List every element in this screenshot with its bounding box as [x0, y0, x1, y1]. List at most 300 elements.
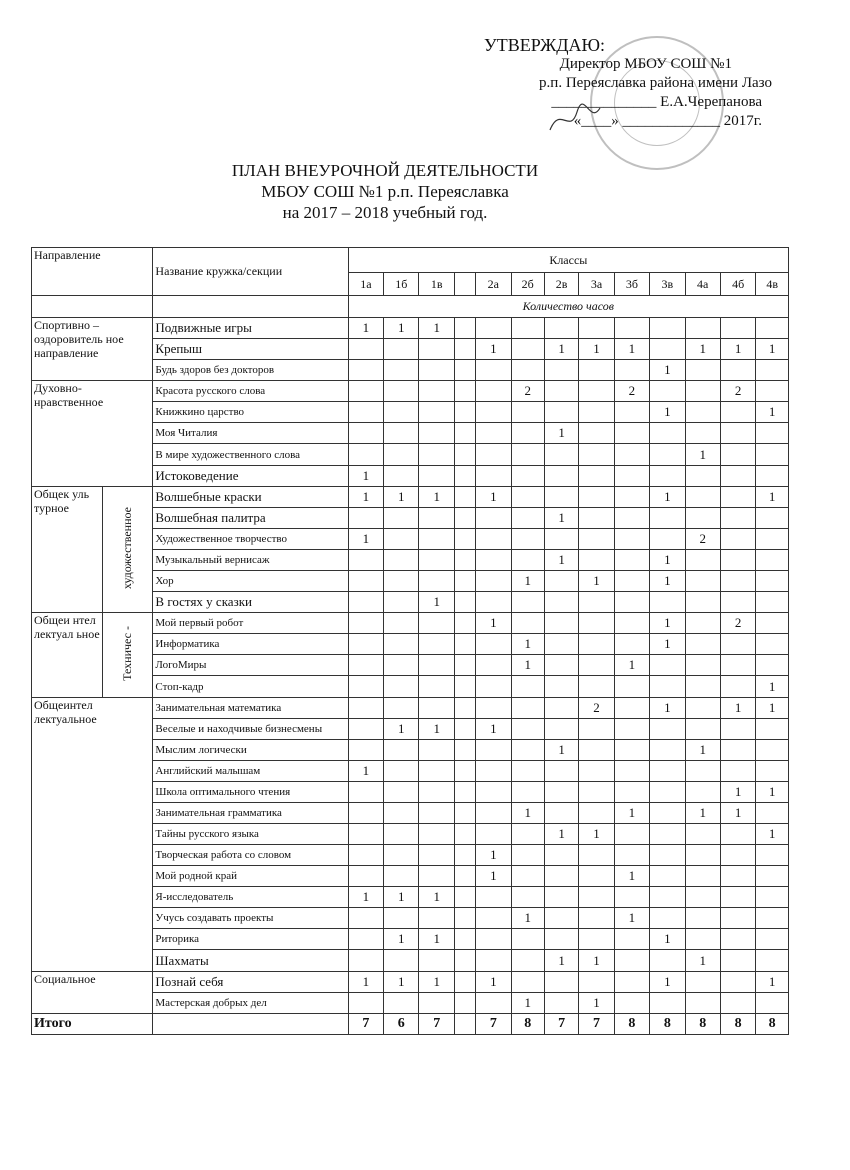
hours-cell: 1 — [614, 339, 649, 360]
hours-cell — [720, 676, 755, 698]
table-row — [32, 318, 789, 339]
hours-cell — [756, 719, 789, 740]
hours-cell — [348, 444, 383, 466]
hours-cell — [476, 950, 511, 972]
hours-cell — [384, 803, 419, 824]
total-blank — [153, 1014, 348, 1035]
hours-cell — [348, 655, 383, 676]
hours-cell: 1 — [348, 487, 383, 508]
hours-cell — [720, 655, 755, 676]
hours-cell — [476, 592, 511, 613]
hours-cell: 1 — [511, 993, 544, 1014]
hours-cell — [614, 550, 649, 571]
activity-name: Музыкальный вернисаж — [153, 550, 348, 571]
approval-line-4: «____» _____________ 2017г. — [573, 113, 762, 129]
hours-cell — [348, 782, 383, 803]
hours-cell — [544, 887, 578, 908]
hours-cell — [476, 908, 511, 929]
hours-cell — [650, 824, 685, 845]
hours-cell — [476, 571, 511, 592]
hours-cell — [756, 655, 789, 676]
hours-cell — [454, 487, 475, 508]
total-cell: 8 — [756, 1014, 789, 1035]
hours-cell: 1 — [579, 339, 614, 360]
activity-name: Занимательная математика — [153, 698, 348, 719]
hours-cell — [476, 740, 511, 761]
activity-name: Мой первый робот — [153, 613, 348, 634]
hours-cell — [454, 318, 475, 339]
hours-cell — [511, 508, 544, 529]
hours-cell — [511, 866, 544, 887]
hours-cell — [685, 972, 720, 993]
hours-cell — [511, 423, 544, 444]
hours-cell — [579, 508, 614, 529]
hours-cell — [756, 740, 789, 761]
title-line-1: ПЛАН ВНЕУРОЧНОЙ ДЕЯТЕЛЬНОСТИ — [231, 161, 539, 180]
hours-cell — [511, 719, 544, 740]
hours-cell: 1 — [348, 318, 383, 339]
hours-cell — [756, 613, 789, 634]
hours-cell — [544, 908, 578, 929]
hours-cell: 1 — [614, 866, 649, 887]
hours-cell — [511, 360, 544, 381]
hours-cell — [476, 634, 511, 655]
hours-cell — [579, 444, 614, 466]
activity-name: Красота русского слова — [153, 381, 348, 402]
hours-cell: 1 — [579, 993, 614, 1014]
hours-cell — [384, 676, 419, 698]
hours-cell — [454, 529, 475, 550]
hours-cell — [720, 423, 755, 444]
title-line-3: на 2017 – 2018 учебный год. — [282, 203, 488, 222]
hours-cell — [384, 655, 419, 676]
hours-cell — [720, 529, 755, 550]
hours-cell — [384, 761, 419, 782]
hours-cell — [544, 634, 578, 655]
hours-cell — [614, 529, 649, 550]
hours-cell — [419, 466, 454, 487]
hours-cell — [348, 508, 383, 529]
hours-cell — [685, 993, 720, 1014]
hours-cell — [544, 972, 578, 993]
hours-cell — [720, 845, 755, 866]
activity-name: Будь здоров без докторов — [153, 360, 348, 381]
hours-cell — [614, 929, 649, 950]
hours-cell — [454, 508, 475, 529]
hours-cell: 1 — [384, 318, 419, 339]
hours-cell — [419, 444, 454, 466]
official-stamp — [590, 36, 724, 170]
hours-cell — [685, 402, 720, 423]
hours-cell — [579, 676, 614, 698]
hours-cell: 1 — [685, 339, 720, 360]
hours-cell — [454, 782, 475, 803]
hours-cell — [454, 698, 475, 719]
hours-cell — [419, 950, 454, 972]
hours-cell: 1 — [650, 402, 685, 423]
hours-cell — [476, 402, 511, 423]
hours-cell — [544, 444, 578, 466]
hours-cell: 1 — [720, 698, 755, 719]
header-activity: Название кружка/секции — [153, 248, 348, 296]
hours-cell: 1 — [614, 908, 649, 929]
hours-cell — [614, 634, 649, 655]
hours-cell — [650, 676, 685, 698]
activity-name: Мой родной край — [153, 866, 348, 887]
class-header: 4б — [720, 273, 755, 296]
hours-cell — [614, 360, 649, 381]
hours-cell — [614, 845, 649, 866]
hours-cell — [579, 655, 614, 676]
hours-cell — [454, 655, 475, 676]
activity-name: Риторика — [153, 929, 348, 950]
direction-general: Общек уль турное — [32, 487, 103, 613]
hours-cell — [511, 318, 544, 339]
hours-cell — [756, 444, 789, 466]
hours-cell: 1 — [476, 339, 511, 360]
total-cell: 8 — [614, 1014, 649, 1035]
hours-cell — [384, 444, 419, 466]
hours-cell — [614, 444, 649, 466]
hours-cell — [579, 381, 614, 402]
hours-cell: 1 — [685, 803, 720, 824]
hours-cell — [720, 740, 755, 761]
hours-cell — [476, 698, 511, 719]
class-header: 3а — [579, 273, 614, 296]
activity-name: Волшебная палитра — [153, 508, 348, 529]
hours-cell — [685, 571, 720, 592]
hours-cell — [720, 466, 755, 487]
hours-cell — [419, 571, 454, 592]
hours-cell — [454, 571, 475, 592]
hours-cell — [419, 550, 454, 571]
hours-cell — [685, 508, 720, 529]
hours-cell: 1 — [419, 972, 454, 993]
hours-cell — [511, 782, 544, 803]
hours-cell — [614, 592, 649, 613]
hours-cell — [579, 740, 614, 761]
hours-cell — [756, 887, 789, 908]
hours-cell — [756, 571, 789, 592]
hours-cell — [384, 550, 419, 571]
hours-cell — [720, 318, 755, 339]
hours-cell — [614, 950, 649, 972]
hours-cell — [685, 908, 720, 929]
hours-cell — [720, 550, 755, 571]
hours-cell — [348, 698, 383, 719]
hours-cell: 1 — [511, 571, 544, 592]
hours-cell: 1 — [614, 655, 649, 676]
hours-cell — [384, 423, 419, 444]
hours-cell: 2 — [579, 698, 614, 719]
hours-cell — [544, 993, 578, 1014]
hours-cell — [476, 360, 511, 381]
subdirection-art — [102, 487, 153, 613]
hours-cell — [384, 634, 419, 655]
activity-name: Творческая работа со словом — [153, 845, 348, 866]
hours-cell — [685, 676, 720, 698]
hours-cell — [650, 655, 685, 676]
hours-cell — [685, 360, 720, 381]
hours-cell — [454, 613, 475, 634]
hours-cell — [685, 845, 720, 866]
hours-cell: 1 — [476, 866, 511, 887]
hours-cell — [476, 929, 511, 950]
hours-cell: 1 — [544, 950, 578, 972]
hours-cell — [511, 339, 544, 360]
hours-cell: 1 — [756, 487, 789, 508]
activity-name: Тайны русского языка — [153, 824, 348, 845]
header-direction: Направление — [32, 248, 153, 296]
hours-cell — [685, 466, 720, 487]
hours-cell — [348, 360, 383, 381]
hours-cell — [419, 993, 454, 1014]
hours-cell — [348, 550, 383, 571]
hours-cell — [756, 423, 789, 444]
activity-name: Информатика — [153, 634, 348, 655]
hours-cell — [614, 318, 649, 339]
hours-cell — [544, 698, 578, 719]
hours-cell — [419, 824, 454, 845]
hours-cell: 1 — [384, 719, 419, 740]
header-row-1 — [32, 248, 789, 273]
activity-name: Стоп-кадр — [153, 676, 348, 698]
hours-cell — [720, 908, 755, 929]
title-line-2: МБОУ СОШ №1 р.п. Переяславка — [261, 182, 509, 201]
hours-cell: 1 — [720, 803, 755, 824]
hours-cell — [511, 740, 544, 761]
hours-cell — [384, 529, 419, 550]
hours-cell — [384, 613, 419, 634]
hours-cell — [614, 698, 649, 719]
hours-cell — [419, 529, 454, 550]
hours-cell: 1 — [544, 423, 578, 444]
hours-cell — [756, 866, 789, 887]
hours-cell — [454, 381, 475, 402]
hours-cell: 1 — [511, 908, 544, 929]
hours-cell — [685, 318, 720, 339]
activity-name: Крепыш — [153, 339, 348, 360]
hours-cell — [756, 550, 789, 571]
hours-cell: 1 — [348, 887, 383, 908]
subdirection-label: художественное — [120, 506, 135, 590]
class-header: 4а — [685, 273, 720, 296]
hours-cell — [384, 381, 419, 402]
hours-cell — [476, 676, 511, 698]
hours-cell: 1 — [650, 634, 685, 655]
hours-cell: 1 — [756, 339, 789, 360]
hours-cell — [685, 550, 720, 571]
hours-cell — [384, 571, 419, 592]
hours-cell — [756, 634, 789, 655]
table-row — [32, 972, 789, 993]
total-cell: 7 — [419, 1014, 454, 1035]
hours-cell — [476, 444, 511, 466]
total-cell: 7 — [544, 1014, 578, 1035]
hours-cell: 1 — [419, 929, 454, 950]
hours-cell — [454, 993, 475, 1014]
header-hours: Количество часов — [348, 296, 788, 318]
hours-cell: 1 — [544, 740, 578, 761]
hours-cell — [454, 803, 475, 824]
hours-cell: 1 — [544, 550, 578, 571]
hours-cell: 1 — [476, 487, 511, 508]
total-cell: 7 — [476, 1014, 511, 1035]
hours-cell — [579, 592, 614, 613]
hours-cell — [685, 824, 720, 845]
hours-cell — [720, 972, 755, 993]
hours-cell — [348, 613, 383, 634]
hours-cell — [511, 929, 544, 950]
hours-cell: 1 — [544, 824, 578, 845]
hours-cell — [720, 761, 755, 782]
hours-cell — [419, 803, 454, 824]
hours-cell — [650, 950, 685, 972]
hours-cell — [511, 402, 544, 423]
hours-cell — [348, 845, 383, 866]
hours-cell — [384, 339, 419, 360]
hours-cell — [614, 423, 649, 444]
hours-cell — [384, 845, 419, 866]
hours-cell: 1 — [756, 782, 789, 803]
hours-cell — [650, 381, 685, 402]
hours-cell: 2 — [685, 529, 720, 550]
hours-cell — [756, 360, 789, 381]
hours-cell — [579, 845, 614, 866]
hours-cell — [348, 929, 383, 950]
hours-cell: 1 — [544, 339, 578, 360]
class-header: 2б — [511, 273, 544, 296]
hours-cell: 2 — [511, 381, 544, 402]
class-header — [454, 273, 475, 296]
hours-cell — [384, 908, 419, 929]
hours-cell — [650, 423, 685, 444]
approval-line-1: Директор МБОУ СОШ №1 — [559, 56, 732, 72]
activity-name: Моя Читалия — [153, 423, 348, 444]
hours-cell — [476, 508, 511, 529]
activity-name: Учусь создавать проекты — [153, 908, 348, 929]
hours-cell — [650, 845, 685, 866]
hours-cell — [348, 740, 383, 761]
hours-cell — [685, 761, 720, 782]
hours-cell — [685, 719, 720, 740]
hours-cell — [614, 761, 649, 782]
hours-cell — [650, 782, 685, 803]
hours-cell — [476, 993, 511, 1014]
hours-cell: 2 — [720, 613, 755, 634]
subdirection-tech — [102, 613, 153, 698]
total-cell — [454, 1014, 475, 1035]
hours-cell: 1 — [348, 761, 383, 782]
hours-cell — [579, 972, 614, 993]
hours-cell — [650, 866, 685, 887]
hours-cell — [454, 761, 475, 782]
hours-cell — [454, 360, 475, 381]
hours-cell — [720, 866, 755, 887]
hours-cell — [544, 803, 578, 824]
hours-cell — [511, 845, 544, 866]
hours-cell — [544, 571, 578, 592]
hours-cell: 1 — [511, 634, 544, 655]
hours-cell: 1 — [720, 782, 755, 803]
hours-cell — [579, 360, 614, 381]
hours-cell: 1 — [650, 550, 685, 571]
hours-cell — [454, 339, 475, 360]
hours-cell — [419, 782, 454, 803]
hours-cell — [476, 466, 511, 487]
hours-cell: 1 — [756, 676, 789, 698]
header-blank — [32, 296, 153, 318]
hours-cell: 1 — [419, 592, 454, 613]
approval-line-3: ______________ Е.А.Черепанова — [551, 94, 762, 110]
hours-cell — [476, 655, 511, 676]
direction-general_intel: Общеинтел лектуальное — [32, 698, 153, 972]
hours-cell: 1 — [384, 887, 419, 908]
hours-cell — [384, 360, 419, 381]
hours-cell — [348, 381, 383, 402]
activity-name: Английский малышам — [153, 761, 348, 782]
hours-cell — [579, 487, 614, 508]
hours-cell — [454, 887, 475, 908]
hours-cell: 1 — [650, 972, 685, 993]
hours-cell — [384, 993, 419, 1014]
hours-cell — [511, 887, 544, 908]
hours-cell: 1 — [419, 719, 454, 740]
class-header: 2в — [544, 273, 578, 296]
hours-cell — [614, 719, 649, 740]
hours-cell: 1 — [756, 698, 789, 719]
header-classes: Классы — [348, 248, 788, 273]
hours-cell — [685, 613, 720, 634]
hours-cell — [348, 634, 383, 655]
hours-cell — [544, 529, 578, 550]
table-row — [32, 487, 789, 508]
hours-cell — [685, 698, 720, 719]
activity-name: ЛогоМиры — [153, 655, 348, 676]
hours-cell — [685, 887, 720, 908]
hours-cell — [579, 719, 614, 740]
direction-social: Социальное — [32, 972, 153, 1014]
hours-cell — [614, 466, 649, 487]
activity-name: Подвижные игры — [153, 318, 348, 339]
hours-cell — [614, 571, 649, 592]
total-cell: 8 — [650, 1014, 685, 1035]
hours-cell: 1 — [348, 972, 383, 993]
hours-cell — [685, 634, 720, 655]
hours-cell — [756, 381, 789, 402]
hours-cell — [454, 719, 475, 740]
hours-cell — [511, 761, 544, 782]
hours-cell — [348, 423, 383, 444]
hours-cell — [685, 592, 720, 613]
hours-cell — [348, 993, 383, 1014]
hours-cell — [720, 571, 755, 592]
hours-cell — [614, 613, 649, 634]
hours-cell — [650, 761, 685, 782]
class-header: 1в — [419, 273, 454, 296]
hours-cell — [348, 950, 383, 972]
hours-cell — [579, 908, 614, 929]
table-row — [32, 698, 789, 719]
hours-cell — [650, 887, 685, 908]
hours-cell — [511, 529, 544, 550]
hours-cell — [419, 634, 454, 655]
activity-name: Хор — [153, 571, 348, 592]
hours-cell — [544, 782, 578, 803]
hours-cell — [685, 929, 720, 950]
hours-cell — [544, 487, 578, 508]
hours-cell — [476, 824, 511, 845]
